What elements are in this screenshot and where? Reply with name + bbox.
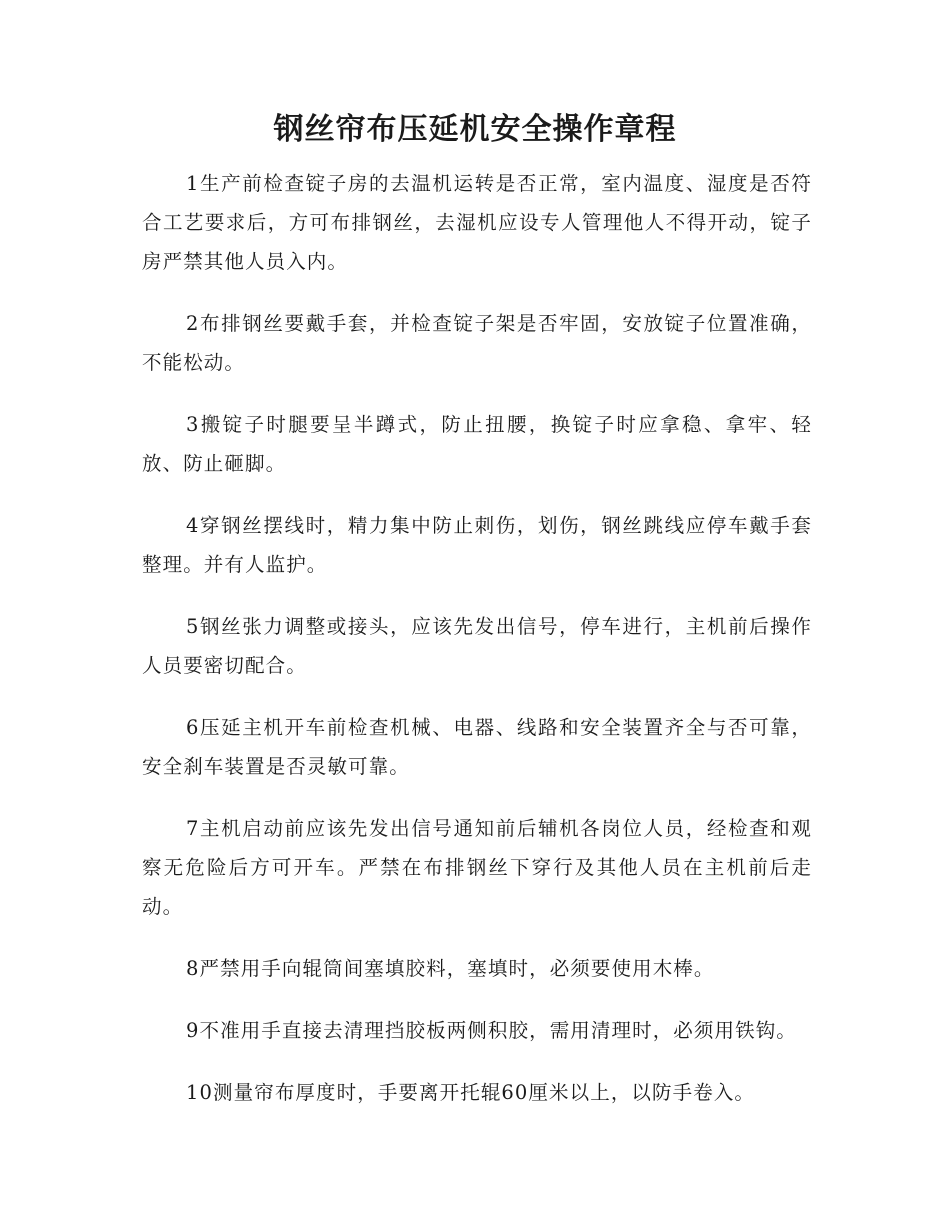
paragraph-5: 5钢丝张力调整或接头，应该先发出信号，停车进行，主机前后操作人员要密切配合。 <box>142 615 812 677</box>
paragraph-9: 9不准用手直接去清理挡胶板两侧积胶，需用清理时，必须用铁钩。 <box>186 1019 797 1042</box>
paragraph-6: 6压延主机开车前检查机械、电器、线路和安全装置齐全与否可靠，安全刹车装置是否灵敏可靠。 <box>142 716 812 778</box>
paragraph-2: 2布排钢丝要戴手套，并检查锭子架是否牢固，安放锭子位置准确，不能松动。 <box>142 312 812 374</box>
paragraph-7: 7主机启动前应该先发出信号通知前后辅机各岗位人员，经检查和观察无危险后方可开车。严禁在布排钢丝下穿行及其他人员在主机前后走动。 <box>142 817 812 918</box>
paragraph-3: 3搬锭子时腿要呈半蹲式，防止扭腰，换锭子时应拿稳、拿牢、轻放、防止砸脚。 <box>142 413 812 475</box>
paragraph-1: 1生产前检查锭子房的去温机运转是否正常，室内温度、湿度是否符合工艺要求后，方可布排钢丝，去湿机应设专人管理他人不得开动，锭子房严禁其他人员入内。 <box>142 172 812 273</box>
paragraph-4: 4穿钢丝摆线时，精力集中防止刺伤，划伤，钢丝跳线应停车戴手套整理。并有人监护。 <box>142 514 812 576</box>
document-body <box>142 164 812 1135</box>
paragraph-10: 10测量帘布厚度时，手要离开托辊60厘米以上，以防手卷入。 <box>186 1081 756 1104</box>
document-title: 钢丝帘布压延机安全操作章程 <box>273 112 677 147</box>
paragraph-8: 8严禁用手向辊筒间塞填胶料，塞填时，必须要使用木棒。 <box>186 957 715 980</box>
